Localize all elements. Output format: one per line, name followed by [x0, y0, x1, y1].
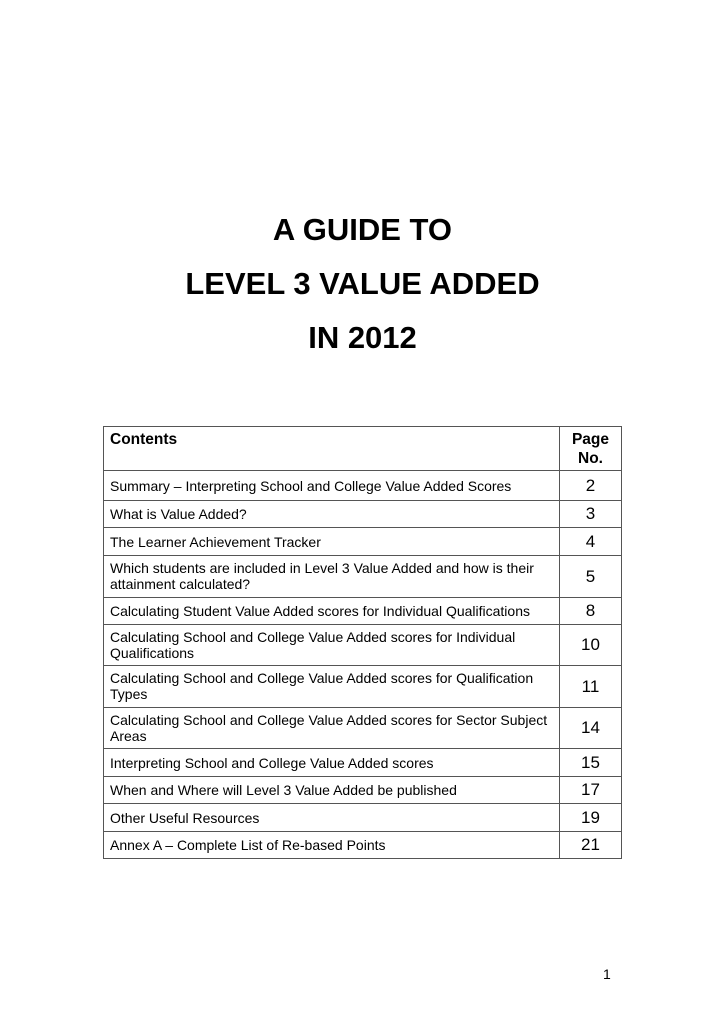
contents-entry-page: 5	[560, 556, 622, 598]
contents-entry-title: Calculating Student Value Added scores for Individual Qualifications	[104, 598, 560, 625]
title-line-1: A GUIDE TO	[272, 212, 453, 247]
contents-row	[104, 804, 622, 832]
contents-entry-title: Other Useful Resources	[104, 804, 560, 832]
contents-row	[104, 625, 622, 666]
contents-header-row	[104, 427, 622, 471]
contents-entry-title: The Learner Achievement Tracker	[104, 528, 560, 556]
contents-row	[104, 749, 622, 777]
contents-row	[104, 598, 622, 625]
page-header-line2: No.	[578, 450, 603, 467]
contents-row	[104, 832, 622, 859]
contents-entry-title: What is Value Added?	[104, 501, 560, 528]
contents-entry-page: 11	[560, 666, 622, 708]
contents-header: Contents	[104, 427, 560, 471]
contents-table	[103, 426, 622, 859]
contents-entry-title: Calculating School and College Value Added scores for Qualification Types	[104, 666, 560, 708]
contents-row	[104, 528, 622, 556]
contents-row	[104, 556, 622, 598]
contents-entry-title: Interpreting School and College Value Added scores	[104, 749, 560, 777]
contents-row	[104, 777, 622, 804]
contents-row	[104, 471, 622, 501]
contents-entry-title: Calculating School and College Value Added scores for Individual Qualifications	[104, 625, 560, 666]
contents-row	[104, 501, 622, 528]
contents-entry-page: 17	[560, 777, 622, 804]
page-number: 1	[603, 966, 611, 982]
title-line-2: LEVEL 3 VALUE ADDED	[185, 266, 540, 301]
contents-row	[104, 666, 622, 708]
contents-entry-title: Summary – Interpreting School and College Value Added Scores	[104, 471, 560, 501]
contents-entry-title: Calculating School and College Value Added scores for Sector Subject Areas	[104, 708, 560, 749]
contents-entry-page: 2	[560, 471, 622, 501]
contents-entry-page: 14	[560, 708, 622, 749]
contents-entry-title: Which students are included in Level 3 Value Added and how is their attainment calculated?	[104, 556, 560, 598]
contents-entry-page: 10	[560, 625, 622, 666]
contents-entry-page: 19	[560, 804, 622, 832]
contents-entry-title: When and Where will Level 3 Value Added be published	[104, 777, 560, 804]
contents-entry-page: 4	[560, 528, 622, 556]
contents-entry-page: 21	[560, 832, 622, 859]
contents-entry-title: Annex A – Complete List of Re-based Points	[104, 832, 560, 859]
contents-entry-page: 8	[560, 598, 622, 625]
contents-entry-page: 3	[560, 501, 622, 528]
page-header-line1: Page	[571, 431, 610, 448]
title-line-3: IN 2012	[308, 320, 417, 355]
contents-entry-page: 15	[560, 749, 622, 777]
page-no-header	[560, 427, 622, 471]
contents-row	[104, 708, 622, 749]
